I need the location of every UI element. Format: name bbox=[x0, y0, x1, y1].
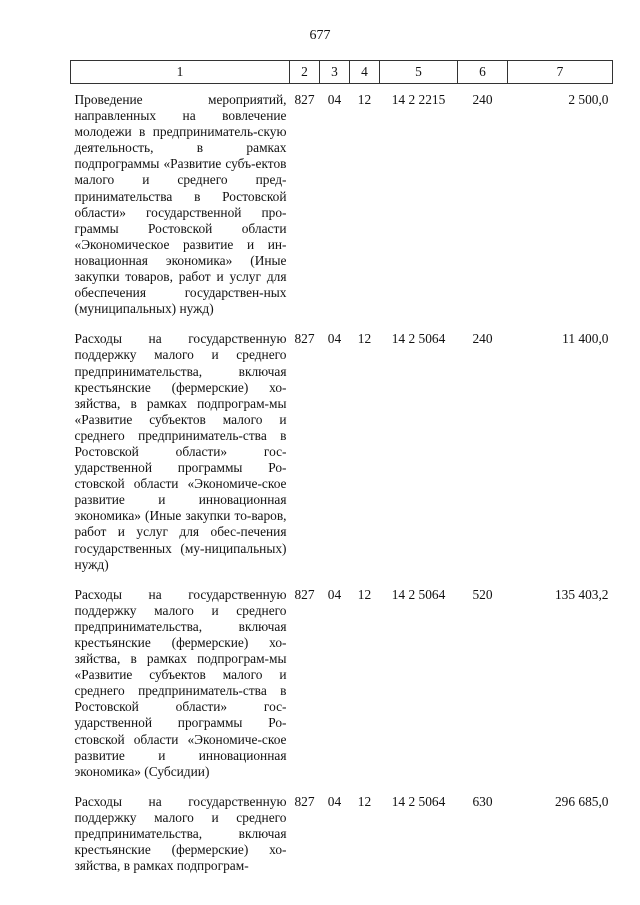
row-expense-type: 520 bbox=[472, 586, 493, 602]
header-col-5: 5 bbox=[380, 61, 458, 84]
header-col-1: 1 bbox=[71, 61, 290, 84]
row-ministry-code: 827 bbox=[294, 586, 315, 602]
row-section-code: 04 bbox=[327, 92, 342, 107]
row-subsection-code: 12 bbox=[357, 331, 372, 347]
row-description: Расходы на государственную поддержку малого и среднего предпринимательства, включая крестьянские (фермерские) хо-зяйства, в рамках подпрограм- bbox=[74, 793, 287, 874]
row-subsection-code: 12 bbox=[357, 92, 372, 107]
row-target-article: 14 2 5064 bbox=[391, 331, 446, 347]
row-description: Расходы на государственную поддержку малого и среднего предпринимательства, включая крестьянские (фермерские) хо-зяйства, в рамках подпрограм-мы «Развитие субъектов малого и среднего предприниматель-ства в Ростовской области» гос-ударственной программы Ро-стовской области «Экономиче-ское развитие и инновационная экономика» (Субсидии) bbox=[74, 586, 287, 779]
row-target-article: 14 2 2215 bbox=[391, 92, 446, 107]
row-ministry-code: 827 bbox=[294, 793, 315, 809]
row-subsection-code: 12 bbox=[357, 793, 372, 809]
row-description: Расходы на государственную поддержку малого и среднего предпринимательства, включая крестьянские (фермерские) хо-зяйства, в рамках подпрограм-мы «Развитие субъектов малого и среднего предприниматель-ства в Ростовской области» гос-ударственной программы Ро-стовской области «Экономиче-ское развитие и инновационная экономика» (Иные закупки то-варов, работ и услуг для обес-печения государственных (му-ниципальных) нужд) bbox=[74, 331, 287, 572]
table-row bbox=[71, 579, 613, 786]
header-col-2: 2 bbox=[290, 61, 320, 84]
row-section-code: 04 bbox=[327, 793, 342, 809]
header-col-7: 7 bbox=[508, 61, 613, 84]
budget-table bbox=[70, 60, 613, 880]
row-section-code: 04 bbox=[327, 331, 342, 347]
row-target-article: 14 2 5064 bbox=[391, 586, 446, 602]
row-ministry-code: 827 bbox=[294, 92, 315, 107]
row-amount: 296 685,0 bbox=[554, 793, 609, 809]
table-row bbox=[71, 323, 613, 578]
row-ministry-code: 827 bbox=[294, 331, 315, 347]
row-amount: 2 500,0 bbox=[568, 92, 609, 107]
row-expense-type: 240 bbox=[472, 331, 493, 347]
table-row bbox=[71, 84, 613, 324]
header-col-4: 4 bbox=[350, 61, 380, 84]
row-expense-type: 630 bbox=[472, 793, 493, 809]
table-row bbox=[71, 786, 613, 880]
row-expense-type: 240 bbox=[472, 92, 493, 107]
header-col-3: 3 bbox=[320, 61, 350, 84]
header-col-6: 6 bbox=[458, 61, 508, 84]
row-amount: 11 400,0 bbox=[562, 331, 609, 347]
row-section-code: 04 bbox=[327, 586, 342, 602]
row-subsection-code: 12 bbox=[357, 586, 372, 602]
row-description: Проведение мероприятий, направленных на вовлечение молодежи в предприниматель-скую деятельность, в рамках подпрограммы «Развитие субъ-ектов малого и среднего пред-принимательства в Ростовской области» государственной про-граммы Ростовской области «Экономическое развитие и ин-новационная экономика» (Иные закупки товаров, работ и услуг для обеспечения государствен-ных (муниципальных) нужд) bbox=[74, 92, 287, 317]
table-header-row bbox=[71, 61, 613, 84]
page-number: 677 bbox=[309, 28, 331, 43]
row-target-article: 14 2 5064 bbox=[391, 793, 446, 809]
row-amount: 135 403,2 bbox=[554, 586, 609, 602]
